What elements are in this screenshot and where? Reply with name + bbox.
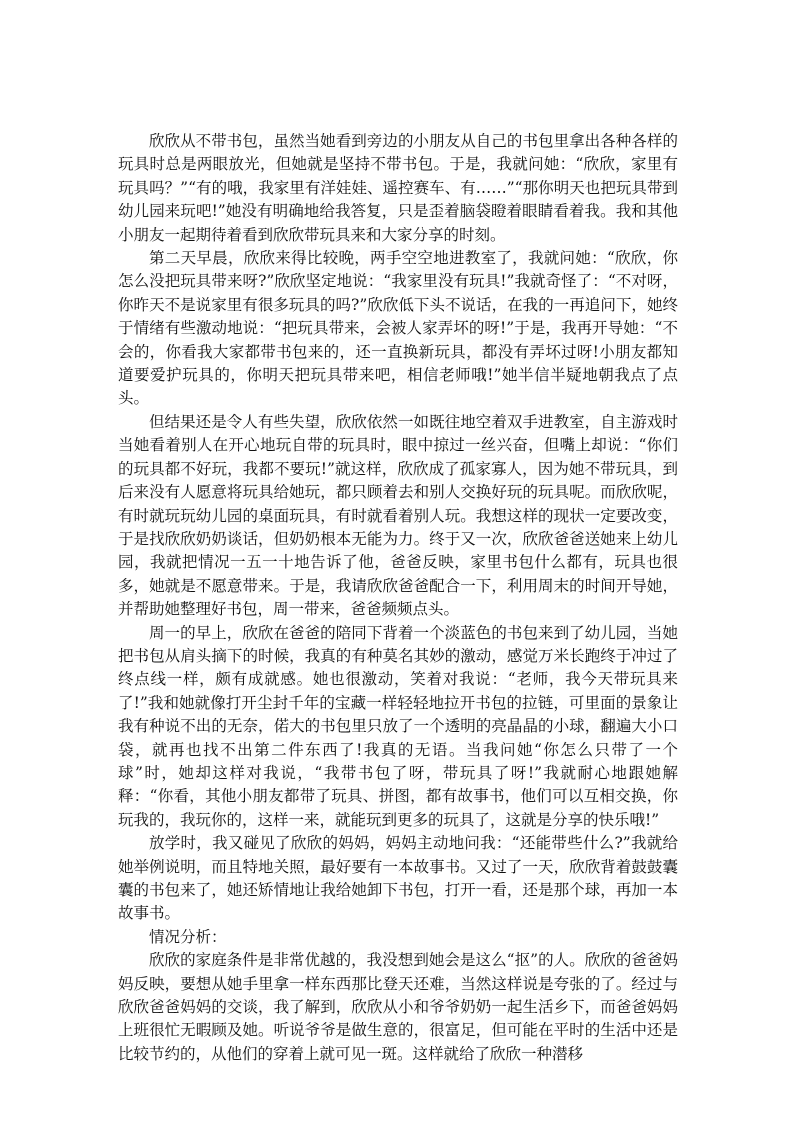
paragraph-6: 欣欣的家庭条件是非常优越的，我没想到她会是这么“抠”的人。欣欣的爸爸妈妈反映，要想从她手里拿一样东西那比登天还难，当然这样说是夸张的了。经过与欣欣爸爸妈妈的交谈，我了解到，欣欣从小和爷爷奶奶一起生活乡下，而爸爸妈妈上班很忙无暇顾及她。听说爷爷是做生意的，很富足，但可能在平时的生活中还是比较节约的，从他们的穿着上就可见一斑。这样就给了欣欣一种潜移 (118, 951, 678, 1063)
paragraph-1: 欣欣从不带书包，虽然当她看到旁边的小朋友从自己的书包里拿出各种各样的玩具时总是两眼放光，但她就是坚持不带书包。于是，我就问她：“欣欣，家里有玩具吗？”“有的哦，我家里有洋娃娃、遥控赛车、有……”“那你明天也把玩具带到幼儿园来玩吧!”她没有明确地给我答复，只是歪着脑袋瞪着眼睛看着我。我和其他小朋友一起期待着看到欣欣带玩具来和大家分享的时刻。 (118, 132, 678, 244)
paragraph-3: 但结果还是令人有些失望，欣欣依然一如既往地空着双手进教室，自主游戏时当她看着别人在开心地玩自带的玩具时，眼中掠过一丝兴奋，但嘴上却说：“你们的玩具都不好玩，我都不要玩!”就这样，欣欣成了孤家寡人，因为她不带玩具，到后来没有人愿意将玩具给她玩，都只顾着去和别人交换好玩的玩具呢。而欣欣呢，有时就玩玩幼儿园的桌面玩具，有时就看着别人玩。我想这样的现状一定要改变，于是找欣欣奶奶谈话，但奶奶根本无能为力。终于又一次，欣欣爸爸送她来上幼儿园，我就把情况一五一十地告诉了他，爸爸反映，家里书包什么都有，玩具也很多，她就是不愿意带来。于是，我请欣欣爸爸配合一下，利用周末的时间开导她，并帮助她整理好书包，周一带来，爸爸频频点头。 (118, 412, 678, 619)
section-heading-analysis: 情况分析： (149, 927, 227, 946)
paragraph-4: 周一的早上，欣欣在爸爸的陪同下背着一个淡蓝色的书包来到了幼儿园，当她把书包从肩头摘下的时候，我真的有种莫名其妙的激动，感觉万米长跑终于冲过了终点线一样，颇有成就感。她也很激动，笑着对我说：“老师，我今天带玩具来了!”我和她就像打开尘封千年的宝藏一样轻轻地拉开书包的拉链，可里面的景象让我有种说不出的无奈，偌大的书包里只放了一个透明的亮晶晶的小球，翻遍大小口袋，就再也找不出第二件东西了!我真的无语。当我问她“你怎么只带了一个球”时，她却这样对我说，“我带书包了呀，带玩具了呀!”我就耐心地跟她解释：“你看，其他小朋友都带了玩具、拼图，都有故事书，他们可以互相交换，你玩我的，我玩你的，这样一来，就能玩到更多的玩具了，这就是分享的快乐哦!” (118, 623, 678, 829)
paragraph-2: 第二天早晨，欣欣来得比较晚，两手空空地进教室了，我就问她：“欣欣，你怎么没把玩具带来呀?”欣欣坚定地说：“我家里没有玩具!”我就奇怪了：“不对呀，你昨天不是说家里有很多玩具的吗?”欣欣低下头不说话，在我的一再追问下，她终于情绪有些激动地说：“把玩具带来，会被人家弄坏的呀!”于是，我再开导她：“不会的，你看我大家都带书包来的，还一直换新玩具，都没有弄坏过呀!小朋友都知道要爱护玩具的，你明天把玩具带来吧，相信老师哦!”她半信半疑地朝我点了点头。 (118, 249, 678, 408)
document-page (118, 130, 678, 1066)
paragraph-5: 放学时，我又碰见了欣欣的妈妈，妈妈主动地问我：“还能带些什么?”我就给她举例说明，而且特地关照，最好要有一本故事书。又过了一天，欣欣背着鼓鼓囊囊的书包来了，她还矫情地让我给她卸下书包，打开一看，还是那个球，再加一本故事书。 (118, 834, 678, 923)
